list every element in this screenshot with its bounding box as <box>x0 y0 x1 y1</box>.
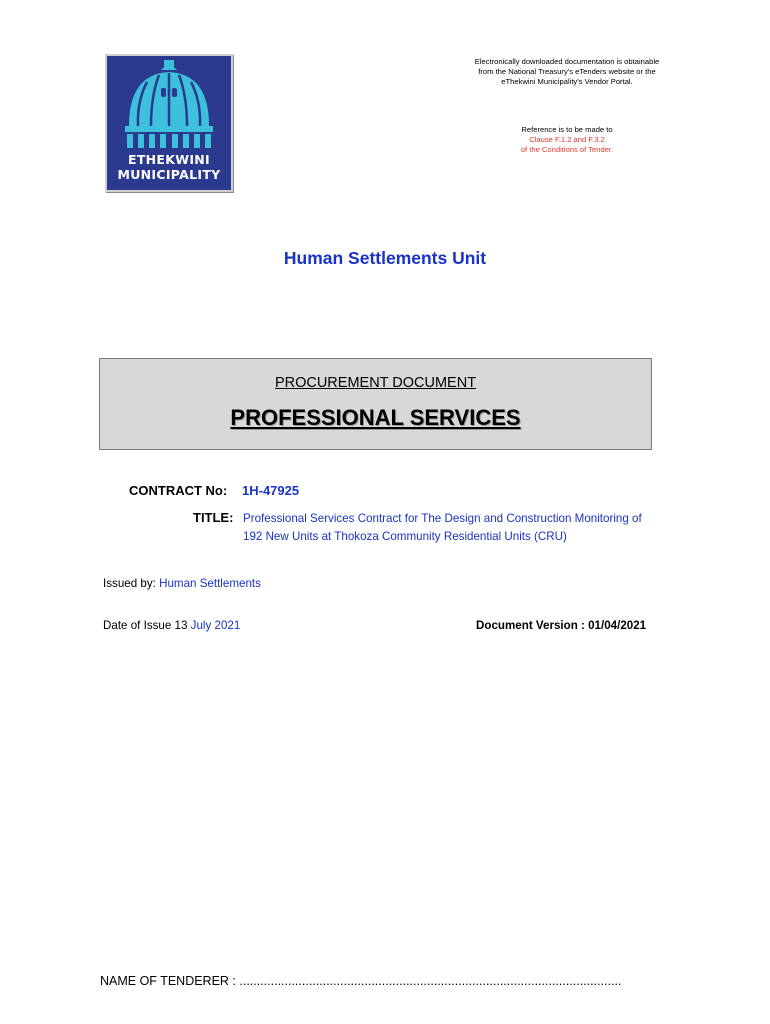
contract-number: 1H-47925 <box>242 483 300 498</box>
contract-title-line-2: 192 New Units at Thokoza Community Residential Units (CRU) <box>243 530 567 543</box>
download-note: Electronically downloaded documentation is obtainable from the National Treasury's eTenders website or the eThekwini Municipality's Vendor Portal. <box>474 57 660 86</box>
procurement-box <box>99 358 652 450</box>
contract-title <box>243 510 663 546</box>
ethekwini-logo <box>105 54 233 192</box>
procurement-heading: PROCUREMENT DOCUMENT <box>274 375 477 391</box>
contract-title-line-1: Professional Services Contract for The Design and Construction Monitoring of <box>243 512 642 525</box>
document-version: Document Version : 01/04/2021 <box>476 619 647 632</box>
logo-line-1: ETHEKWINI <box>127 152 210 167</box>
issued-by-label: Issued by: <box>103 577 156 590</box>
issued-by-value: Human Settlements <box>159 577 261 590</box>
title-label: TITLE: <box>193 510 234 525</box>
reference-note <box>494 125 640 155</box>
date-value: July 2021 <box>190 619 241 632</box>
contract-label: CONTRACT No: <box>129 483 228 498</box>
date-label: Date of Issue 13 <box>103 619 188 632</box>
reference-suffix: of the Conditions of Tender. <box>520 145 614 154</box>
tenderer-name-field: NAME OF TENDERER : .............................................................................................................. <box>100 974 622 988</box>
unit-title: Human Settlements Unit <box>283 248 487 268</box>
reference-clause: Clause F.1.2 and F.3.2 <box>529 135 605 144</box>
issued-by <box>103 577 261 590</box>
date-of-issue <box>103 619 240 632</box>
reference-prefix: Reference is to be made to <box>521 125 613 134</box>
logo-line-2: MUNICIPALITY <box>117 167 221 182</box>
professional-services-heading: PROFESSIONAL SERVICES <box>230 405 521 430</box>
